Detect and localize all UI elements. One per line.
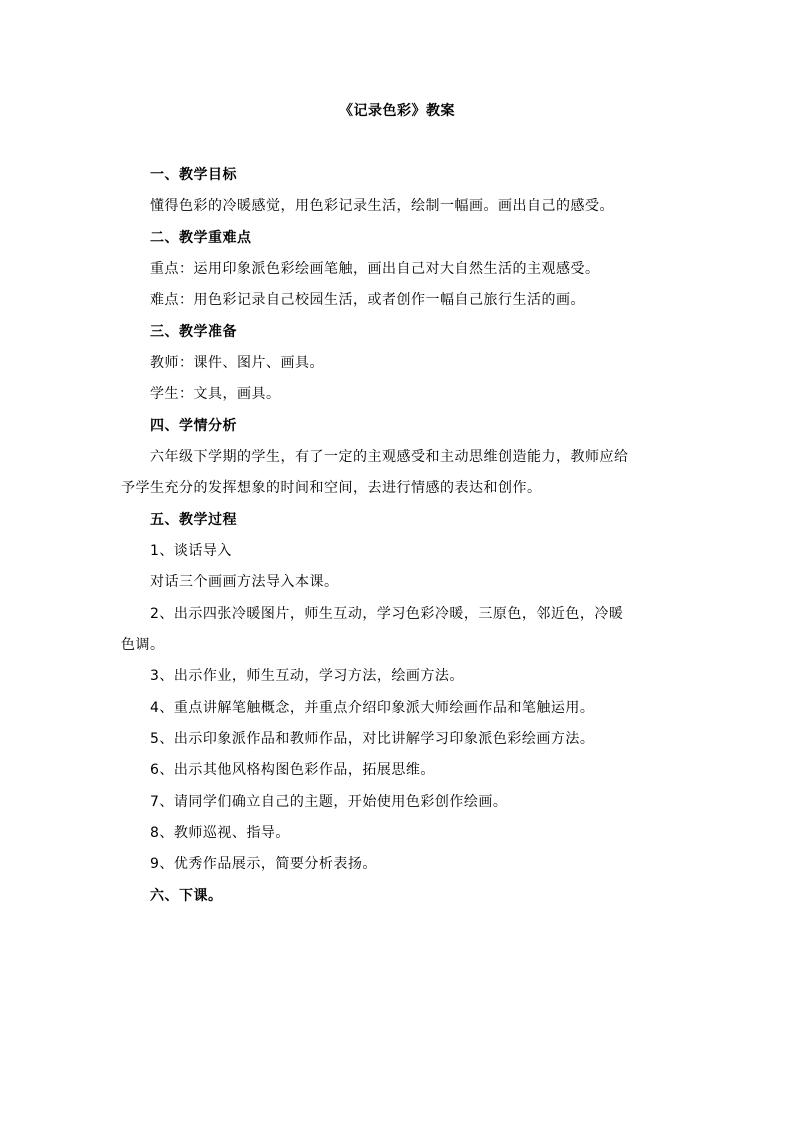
paragraph-line: 对话三个画画方法导入本课。 (150, 574, 339, 590)
list-item: 5、出示印象派作品和教师作品，对比讲解学习印象派色彩绘画方法。 (150, 731, 595, 747)
paragraph-line: 懂得色彩的冷暖感觉，用色彩记录生活，绘制一幅画。画出自己的感受。 (150, 198, 614, 214)
paragraph-line-continued: 予学生充分的发挥想象的时间和空间，去进行情感的表达和创作。 (121, 480, 542, 496)
paragraph-line: 教师：课件、图片、画具。 (150, 355, 324, 371)
list-item: 4、重点讲解笔触概念，并重点介绍印象派大师绘画作品和笔触运用。 (150, 700, 595, 716)
section-heading-process: 五、教学过程 (150, 512, 237, 528)
section-heading-key-points: 二、教学重难点 (150, 230, 252, 246)
list-item-continued: 色调。 (121, 637, 165, 653)
list-item: 9、优秀作品展示，简要分析表扬。 (150, 856, 377, 872)
section-heading-dismissal: 六、下课。 (150, 888, 223, 904)
list-item: 3、出示作业，师生互动，学习方法，绘画方法。 (150, 668, 464, 684)
paragraph-line: 学生：文具，画具。 (150, 386, 281, 402)
list-item: 8、教师巡视、指导。 (150, 825, 290, 841)
section-heading-analysis: 四、学情分析 (150, 418, 237, 434)
paragraph-line: 六年级下学期的学生，有了一定的主观感受和主动思维创造能力，教师应给 (150, 449, 629, 465)
list-item: 7、请同学们确立自己的主题，开始使用色彩创作绘画。 (150, 794, 508, 810)
section-heading-preparation: 三、教学准备 (150, 324, 237, 340)
list-item: 2、出示四张冷暖图片，师生互动，学习色彩冷暖，三原色，邻近色，冷暖 (150, 606, 624, 622)
list-item: 6、出示其他风格构图色彩作品，拓展思维。 (150, 762, 435, 778)
paragraph-line: 难点：用色彩记录自己校园生活，或者创作一幅自己旅行生活的画。 (150, 292, 585, 308)
document-title: 《记录色彩》教案 (339, 103, 455, 119)
paragraph-line: 重点：运用印象派色彩绘画笔触，画出自己对大自然生活的主观感受。 (150, 261, 600, 277)
section-heading-objectives: 一、教学目标 (150, 167, 237, 183)
list-item: 1、谈话导入 (150, 543, 232, 559)
